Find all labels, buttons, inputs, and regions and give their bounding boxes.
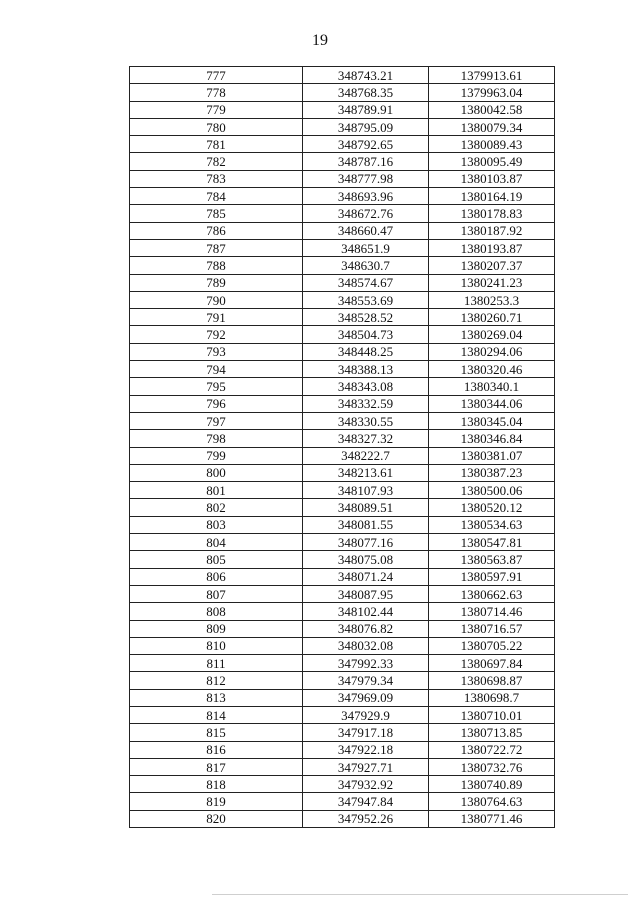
x-coordinate-cell: 347969.09 [303, 689, 429, 706]
x-coordinate-cell: 347952.26 [303, 810, 429, 827]
point-number-cell: 789 [130, 274, 303, 291]
table-row [130, 188, 555, 205]
table-row [130, 568, 555, 585]
table-row [130, 499, 555, 516]
point-number-cell: 785 [130, 205, 303, 222]
y-coordinate-cell: 1380346.84 [429, 430, 555, 447]
y-coordinate-cell: 1380597.91 [429, 568, 555, 585]
y-coordinate-cell: 1380713.85 [429, 724, 555, 741]
y-coordinate-cell: 1380079.34 [429, 118, 555, 135]
x-coordinate-cell: 348672.76 [303, 205, 429, 222]
y-coordinate-cell: 1380241.23 [429, 274, 555, 291]
table-row [130, 482, 555, 499]
table-row [130, 67, 555, 84]
x-coordinate-cell: 347947.84 [303, 793, 429, 810]
y-coordinate-cell: 1380698.87 [429, 672, 555, 689]
x-coordinate-cell: 348071.24 [303, 568, 429, 585]
table-row [130, 637, 555, 654]
table-row [130, 430, 555, 447]
x-coordinate-cell: 348792.65 [303, 136, 429, 153]
x-coordinate-cell: 348651.9 [303, 239, 429, 256]
y-coordinate-cell: 1380563.87 [429, 551, 555, 568]
x-coordinate-cell: 348327.32 [303, 430, 429, 447]
table-row [130, 412, 555, 429]
table-row [130, 516, 555, 533]
table-row [130, 153, 555, 170]
point-number-cell: 802 [130, 499, 303, 516]
point-number-cell: 780 [130, 118, 303, 135]
x-coordinate-cell: 348660.47 [303, 222, 429, 239]
y-coordinate-cell: 1380253.3 [429, 291, 555, 308]
table-row [130, 706, 555, 723]
point-number-cell: 800 [130, 464, 303, 481]
y-coordinate-cell: 1380103.87 [429, 170, 555, 187]
y-coordinate-cell: 1380095.49 [429, 153, 555, 170]
y-coordinate-cell: 1380547.81 [429, 534, 555, 551]
table-row [130, 84, 555, 101]
y-coordinate-cell: 1380260.71 [429, 309, 555, 326]
x-coordinate-cell: 347917.18 [303, 724, 429, 741]
table-row [130, 724, 555, 741]
x-coordinate-cell: 348768.35 [303, 84, 429, 101]
x-coordinate-cell: 347992.33 [303, 655, 429, 672]
point-number-cell: 779 [130, 101, 303, 118]
y-coordinate-cell: 1380178.83 [429, 205, 555, 222]
y-coordinate-cell: 1380345.04 [429, 412, 555, 429]
point-number-cell: 799 [130, 447, 303, 464]
y-coordinate-cell: 1380698.7 [429, 689, 555, 706]
point-number-cell: 805 [130, 551, 303, 568]
point-number-cell: 813 [130, 689, 303, 706]
x-coordinate-cell: 348693.96 [303, 188, 429, 205]
point-number-cell: 818 [130, 776, 303, 793]
point-number-cell: 787 [130, 239, 303, 256]
table-row [130, 170, 555, 187]
point-number-cell: 784 [130, 188, 303, 205]
point-number-cell: 812 [130, 672, 303, 689]
table-row [130, 361, 555, 378]
point-number-cell: 791 [130, 309, 303, 326]
table-row [130, 205, 555, 222]
x-coordinate-cell: 348630.7 [303, 257, 429, 274]
point-number-cell: 809 [130, 620, 303, 637]
point-number-cell: 797 [130, 412, 303, 429]
x-coordinate-cell: 348075.08 [303, 551, 429, 568]
point-number-cell: 778 [130, 84, 303, 101]
x-coordinate-cell: 348076.82 [303, 620, 429, 637]
table-row [130, 464, 555, 481]
table-row [130, 222, 555, 239]
point-number-cell: 782 [130, 153, 303, 170]
table-row [130, 257, 555, 274]
table-row [130, 447, 555, 464]
y-coordinate-cell: 1380705.22 [429, 637, 555, 654]
y-coordinate-cell: 1380320.46 [429, 361, 555, 378]
x-coordinate-cell: 348077.16 [303, 534, 429, 551]
table-row [130, 776, 555, 793]
x-coordinate-cell: 348553.69 [303, 291, 429, 308]
x-coordinate-cell: 347929.9 [303, 706, 429, 723]
y-coordinate-cell: 1380344.06 [429, 395, 555, 412]
coordinates-table [129, 66, 555, 828]
y-coordinate-cell: 1380520.12 [429, 499, 555, 516]
x-coordinate-cell: 348388.13 [303, 361, 429, 378]
x-coordinate-cell: 347979.34 [303, 672, 429, 689]
y-coordinate-cell: 1380381.07 [429, 447, 555, 464]
table-row [130, 655, 555, 672]
point-number-cell: 794 [130, 361, 303, 378]
x-coordinate-cell: 348574.67 [303, 274, 429, 291]
footer-rule [212, 894, 628, 895]
y-coordinate-cell: 1380714.46 [429, 603, 555, 620]
table-row [130, 101, 555, 118]
x-coordinate-cell: 348343.08 [303, 378, 429, 395]
y-coordinate-cell: 1380697.84 [429, 655, 555, 672]
point-number-cell: 777 [130, 67, 303, 84]
y-coordinate-cell: 1379963.04 [429, 84, 555, 101]
table-row [130, 585, 555, 602]
point-number-cell: 815 [130, 724, 303, 741]
y-coordinate-cell: 1380269.04 [429, 326, 555, 343]
x-coordinate-cell: 348332.59 [303, 395, 429, 412]
table-row [130, 672, 555, 689]
x-coordinate-cell: 348789.91 [303, 101, 429, 118]
x-coordinate-cell: 347927.71 [303, 758, 429, 775]
point-number-cell: 816 [130, 741, 303, 758]
x-coordinate-cell: 347922.18 [303, 741, 429, 758]
point-number-cell: 811 [130, 655, 303, 672]
point-number-cell: 808 [130, 603, 303, 620]
x-coordinate-cell: 348032.08 [303, 637, 429, 654]
point-number-cell: 814 [130, 706, 303, 723]
point-number-cell: 788 [130, 257, 303, 274]
x-coordinate-cell: 348743.21 [303, 67, 429, 84]
x-coordinate-cell: 348222.7 [303, 447, 429, 464]
table-row [130, 291, 555, 308]
y-coordinate-cell: 1380732.76 [429, 758, 555, 775]
table-row [130, 274, 555, 291]
x-coordinate-cell: 348448.25 [303, 343, 429, 360]
y-coordinate-cell: 1380710.01 [429, 706, 555, 723]
point-number-cell: 795 [130, 378, 303, 395]
table-row [130, 793, 555, 810]
table-row [130, 620, 555, 637]
table-row [130, 810, 555, 827]
table-row [130, 603, 555, 620]
x-coordinate-cell: 347932.92 [303, 776, 429, 793]
x-coordinate-cell: 348795.09 [303, 118, 429, 135]
table-row [130, 309, 555, 326]
y-coordinate-cell: 1380089.43 [429, 136, 555, 153]
table-row [130, 136, 555, 153]
page-number: 19 [312, 32, 328, 49]
y-coordinate-cell: 1380740.89 [429, 776, 555, 793]
x-coordinate-cell: 348777.98 [303, 170, 429, 187]
x-coordinate-cell: 348787.16 [303, 153, 429, 170]
point-number-cell: 801 [130, 482, 303, 499]
x-coordinate-cell: 348107.93 [303, 482, 429, 499]
point-number-cell: 781 [130, 136, 303, 153]
x-coordinate-cell: 348528.52 [303, 309, 429, 326]
table-row [130, 118, 555, 135]
y-coordinate-cell: 1380722.72 [429, 741, 555, 758]
y-coordinate-cell: 1380187.92 [429, 222, 555, 239]
point-number-cell: 786 [130, 222, 303, 239]
table-row [130, 395, 555, 412]
point-number-cell: 804 [130, 534, 303, 551]
table-row [130, 758, 555, 775]
table-row [130, 239, 555, 256]
point-number-cell: 793 [130, 343, 303, 360]
table-row [130, 689, 555, 706]
table-row [130, 378, 555, 395]
x-coordinate-cell: 348087.95 [303, 585, 429, 602]
table-row [130, 326, 555, 343]
point-number-cell: 790 [130, 291, 303, 308]
table-row [130, 551, 555, 568]
y-coordinate-cell: 1380764.63 [429, 793, 555, 810]
y-coordinate-cell: 1380193.87 [429, 239, 555, 256]
x-coordinate-cell: 348081.55 [303, 516, 429, 533]
table-row [130, 343, 555, 360]
x-coordinate-cell: 348330.55 [303, 412, 429, 429]
point-number-cell: 796 [130, 395, 303, 412]
table-row [130, 741, 555, 758]
coordinates-table-body [130, 67, 555, 828]
y-coordinate-cell: 1380340.1 [429, 378, 555, 395]
x-coordinate-cell: 348102.44 [303, 603, 429, 620]
y-coordinate-cell: 1379913.61 [429, 67, 555, 84]
point-number-cell: 820 [130, 810, 303, 827]
y-coordinate-cell: 1380387.23 [429, 464, 555, 481]
y-coordinate-cell: 1380716.57 [429, 620, 555, 637]
y-coordinate-cell: 1380042.58 [429, 101, 555, 118]
point-number-cell: 819 [130, 793, 303, 810]
point-number-cell: 798 [130, 430, 303, 447]
y-coordinate-cell: 1380294.06 [429, 343, 555, 360]
y-coordinate-cell: 1380534.63 [429, 516, 555, 533]
point-number-cell: 807 [130, 585, 303, 602]
x-coordinate-cell: 348504.73 [303, 326, 429, 343]
x-coordinate-cell: 348213.61 [303, 464, 429, 481]
point-number-cell: 806 [130, 568, 303, 585]
x-coordinate-cell: 348089.51 [303, 499, 429, 516]
point-number-cell: 783 [130, 170, 303, 187]
y-coordinate-cell: 1380662.63 [429, 585, 555, 602]
table-row [130, 534, 555, 551]
point-number-cell: 810 [130, 637, 303, 654]
y-coordinate-cell: 1380771.46 [429, 810, 555, 827]
y-coordinate-cell: 1380500.06 [429, 482, 555, 499]
y-coordinate-cell: 1380207.37 [429, 257, 555, 274]
point-number-cell: 803 [130, 516, 303, 533]
y-coordinate-cell: 1380164.19 [429, 188, 555, 205]
point-number-cell: 792 [130, 326, 303, 343]
point-number-cell: 817 [130, 758, 303, 775]
